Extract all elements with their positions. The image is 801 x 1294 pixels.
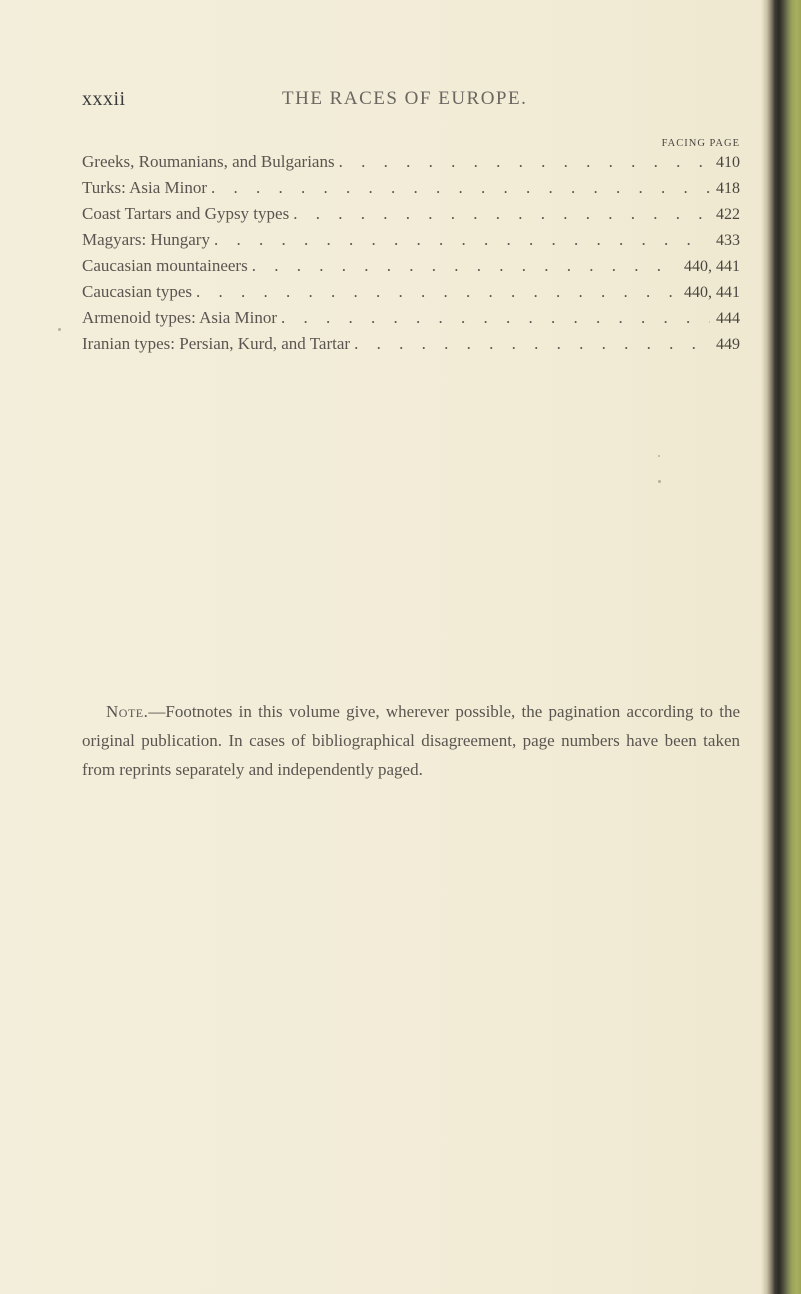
entry-label: Caucasian types: [82, 282, 192, 301]
entry-label: Armenoid types: Asia Minor: [82, 308, 278, 327]
dot-leader: [277, 308, 710, 328]
entry-label: Magyars: Hungary: [82, 230, 210, 249]
entry-label: Caucasian mountaineers: [82, 256, 248, 275]
paper-speck: [658, 455, 660, 457]
note-text: —Footnotes in this volume give, wherever possible, the pagination according to the original publication. In cases of bibliographical disagreement, page numbers have been taken from reprints separately and independently paged.: [82, 702, 740, 779]
dot-leader: [335, 152, 710, 172]
dot-leader: [289, 204, 710, 224]
footnote-note: [82, 697, 740, 784]
entry-page: 444: [716, 310, 740, 327]
entry-label: Turks: Asia Minor: [82, 178, 208, 197]
page-folio: xxxii: [82, 88, 126, 110]
list-item: [82, 230, 740, 256]
entry-page: 449: [716, 336, 740, 353]
list-item: [82, 256, 740, 282]
dot-leader: [350, 334, 710, 354]
list-item: [82, 204, 740, 230]
list-item: [82, 178, 740, 204]
entry-label: Iranian types: Persian, Kurd, and Tartar: [82, 334, 351, 353]
note-label: Note.: [106, 702, 149, 721]
entry-page: 410: [716, 154, 740, 171]
list-item: [82, 152, 740, 178]
list-item: [82, 308, 740, 334]
entry-label: Coast Tartars and Gypsy types: [82, 204, 290, 223]
page-header: [82, 88, 742, 120]
paper-speck: [658, 480, 661, 483]
dot-leader: [192, 282, 678, 302]
list-item: [82, 334, 740, 360]
entry-page: 440, 441: [684, 284, 740, 301]
dot-leader: [210, 230, 710, 250]
facing-page-column-label: FACING PAGE: [661, 138, 740, 149]
entry-label: Greeks, Roumanians, and Bulgarians: [82, 152, 335, 171]
running-head: THE RACES OF EUROPE.: [282, 88, 528, 109]
list-item: [82, 282, 740, 308]
illustrations-list: [82, 152, 740, 360]
dot-leader: [207, 178, 710, 198]
entry-page: 422: [716, 206, 740, 223]
entry-page: 418: [716, 180, 740, 197]
entry-page: 440, 441: [684, 258, 740, 275]
entry-page: 433: [716, 232, 740, 249]
binding-edge: [761, 0, 801, 1294]
dot-leader: [248, 256, 678, 276]
paper-speck: [58, 328, 61, 331]
